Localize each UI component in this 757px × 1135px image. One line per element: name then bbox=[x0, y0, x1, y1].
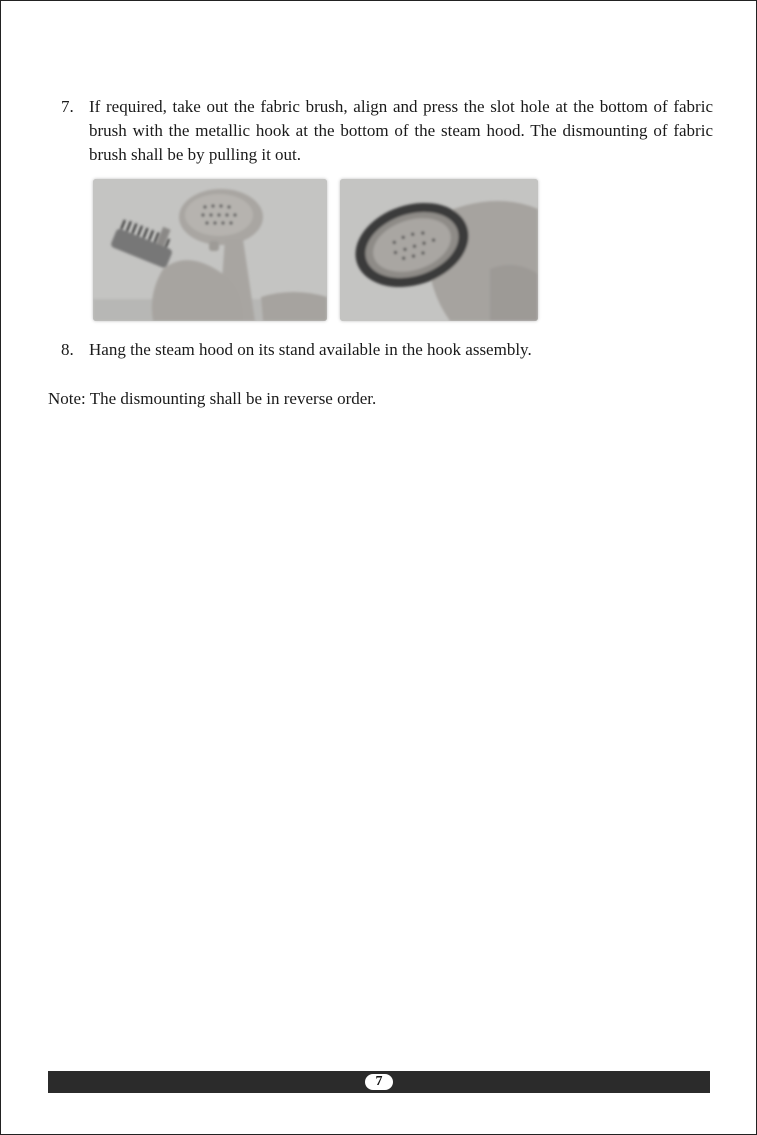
footer-bar bbox=[48, 1071, 710, 1093]
step-number: 7. bbox=[61, 97, 74, 116]
photo-attaching-fabric-brush bbox=[93, 179, 327, 321]
note-text: Note: The dismounting shall be in reverse order. bbox=[48, 389, 377, 408]
step-8 bbox=[61, 338, 713, 362]
step-text: If required, take out the fabric brush, align and press the slot hole at the bottom of fabric brush with the metallic hook at the bottom of the steam hood. The dismounting of fabric brush shall be by pulling it out. bbox=[89, 97, 713, 164]
step-number: 8. bbox=[61, 340, 74, 359]
step-text: Hang the steam hood on its stand available in the hook assembly. bbox=[89, 340, 532, 359]
photo-mounted-fabric-brush bbox=[340, 179, 538, 321]
step-7 bbox=[61, 95, 713, 167]
page-number: 7 bbox=[365, 1074, 393, 1090]
